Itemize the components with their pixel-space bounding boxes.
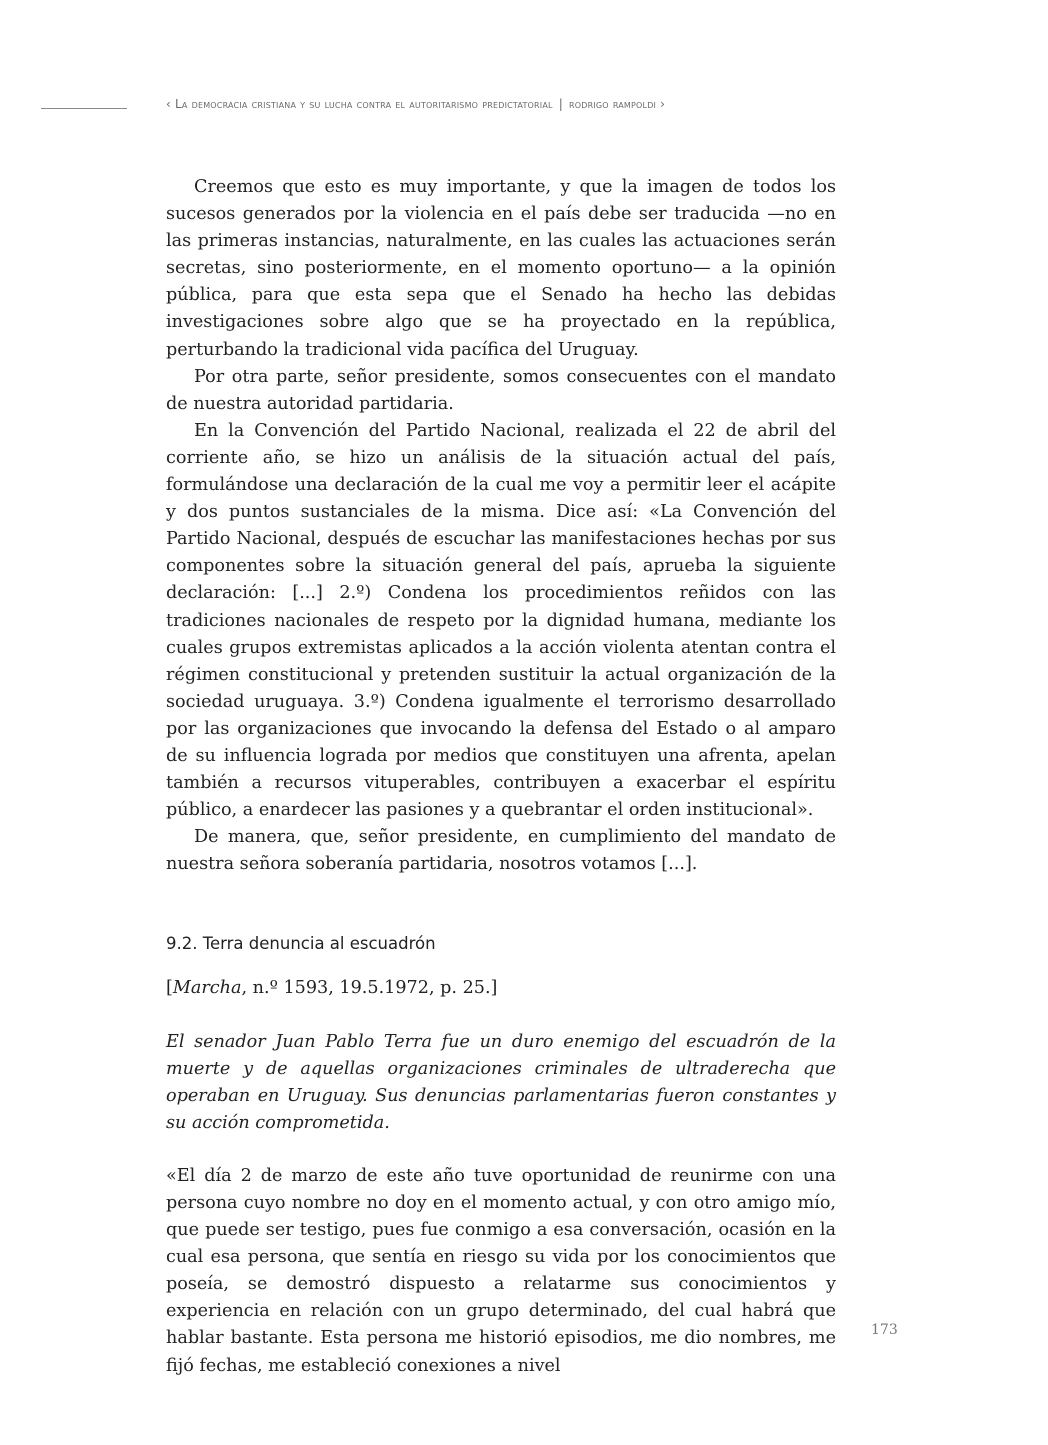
running-header: [166, 97, 665, 111]
header-separator: |: [558, 97, 563, 111]
source-open-bracket: [: [166, 978, 173, 999]
section-heading: 9.2. Terra denuncia al escuadrón: [166, 934, 436, 954]
quoted-testimony: «El día 2 de marzo de este año tuve oportunidad de reunirme con una persona cuyo nombre no doy en el momento actual, y con otro amigo mío, que puede ser testigo, pues fue conmigo a esa conversación, ocasión en la cual esa persona, que sentía en riesgo su vida por los conocimientos que poseía, se demostró dispuesto a relatarme sus conocimientos y experiencia en relación con un grupo determinado, del cual habrá que hablar bastante. Esta persona me historió episodios, me dio nombres, me fijó fechas, me estableció conexiones a nivel: [166, 1165, 836, 1376]
header-open-mark: ‹: [166, 97, 171, 111]
body-paragraph: Creemos que esto es muy importante, y que la imagen de todos los sucesos generados por la violencia en el país debe ser traducida —no en las primeras instancias, naturalmente, en las cuales las actuaciones serán secretas, sino posteriormente, en el momento oportuno— a la opinión pública, para que esta sepa que el Senado ha hecho las debidas investigaciones sobre algo que se ha proyectado en la república, perturbando la tradicional vida pacífica del Uruguay.: [166, 177, 836, 360]
source-reference: [166, 975, 836, 1002]
header-author: rodrigo rampoldi: [568, 97, 657, 111]
body-paragraph: Por otra parte, señor presidente, somos consecuentes con el mandato de nuestra autoridad partidaria.: [166, 366, 836, 414]
section-intro: El senador Juan Pablo Terra fue un duro enemigo del escuadrón de la muerte y de aquellas organizaciones criminales de ultraderecha que operaban en Uruguay. Sus denuncias parlamentarias fueron constantes y su acción comprometida.: [166, 1031, 836, 1133]
body-paragraph: En la Convención del Partido Nacional, realizada el 22 de abril del corriente año, se hizo un análisis de la situación actual del país, formulándose una declaración de la cual me voy a permitir leer el acápite y dos puntos sustanciales de la misma. Dice así: «La Convención del Partido Nacional, después de escuchar las manifestaciones hechas por sus componentes sobre la situación general del país, aprueba la siguiente declaración: [...] 2.º) Condena los procedimientos reñidos con las tradiciones nacionales de respeto por la dignidad humana, mediante los cuales grupos extremistas aplicados a la acción violenta atentan contra el régimen constitucional y pretenden sustituir la actual organización de la sociedad uruguaya. 3.º) Condena igualmente el terrorismo desarrollado por las organizaciones que invocando la defensa del Estado o al amparo de su influencia lograda por medios que constituyen una afrenta, apelan también a recursos vituperables, contribuyen a exacerbar el espíritu público, a enardecer las pasiones y a quebrantar el orden institucional».: [166, 420, 836, 821]
header-close-mark: ›: [660, 97, 666, 111]
page-body: [166, 174, 836, 1380]
page-number: 173: [871, 1322, 898, 1338]
body-paragraph: De manera, que, señor presidente, en cumplimiento del mandato de nuestra señora soberanía partidaria, nosotros votamos [...].: [166, 827, 836, 875]
source-details: , n.º 1593, 19.5.1972, p. 25.]: [241, 978, 498, 999]
header-title: La democracia cristiana y su lucha contra el autoritarismo predictatorial: [175, 97, 553, 111]
source-publication: Marcha: [172, 978, 242, 999]
header-rule: [41, 108, 127, 109]
